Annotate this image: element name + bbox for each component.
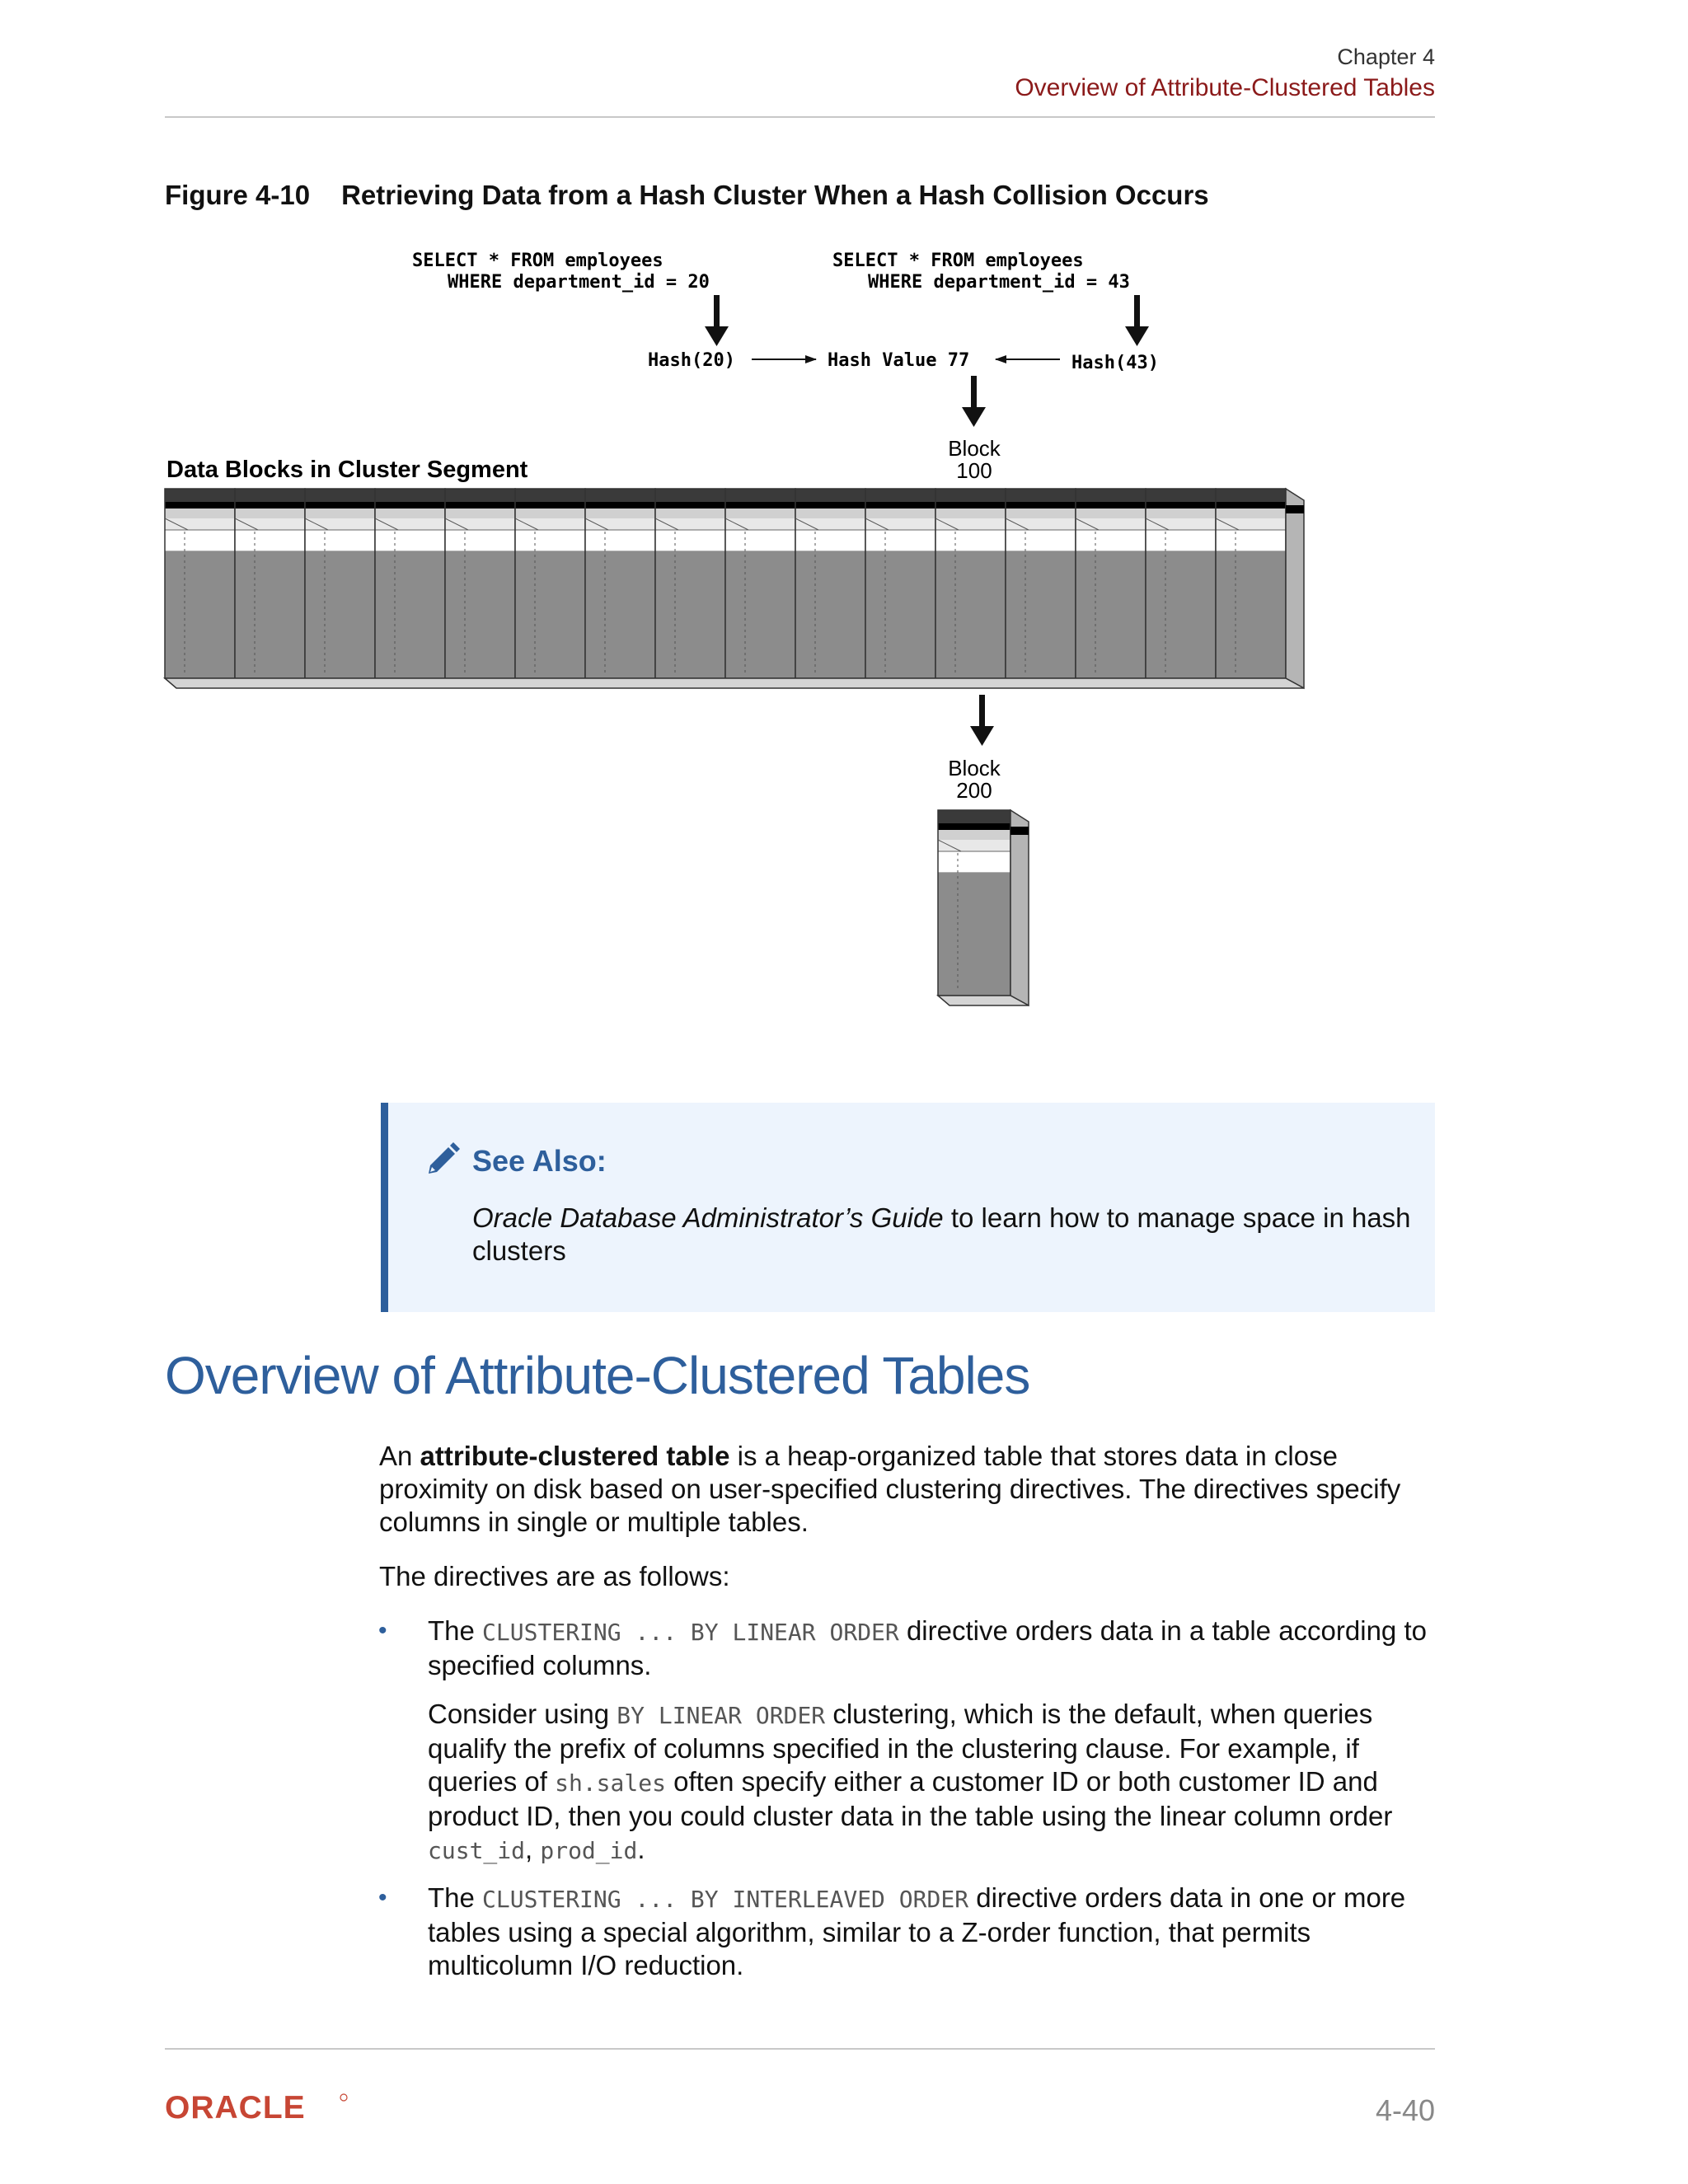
b1p2-text-a: Consider using [428,1699,617,1729]
see-also-box [381,1103,1435,1312]
bullet-1-text [428,1615,1442,1682]
intro-paragraph [379,1440,1442,1539]
segment-side-face [1286,489,1304,688]
b1p2-text-d: , [525,1834,541,1864]
segment-bottom-face [165,678,1304,688]
data-block [795,489,865,688]
cluster-segment [165,489,1304,688]
p1-term: attribute-clustered table [420,1441,730,1471]
figure-number: Figure 4-10 [165,180,311,210]
block100-label-line2: 100 [956,458,992,483]
b2-text-a: The [428,1882,483,1913]
oracle-logo [165,2091,354,2124]
figure-title: Retrieving Data from a Hash Cluster When a Hash Collision Occurs [341,180,1209,210]
data-block [585,489,655,688]
b1p2-text-e: . [637,1834,645,1864]
b1p2-code-linear-order: BY LINEAR ORDER [617,1702,826,1729]
data-block [375,489,445,688]
pencil-icon [425,1141,462,1177]
data-block [235,489,305,688]
p1-text-a: An [379,1441,420,1471]
b2-text-b: directive orders data in one or more tables using a special algorithm, similar to a Z-order function, that permits multicolumn I/O reduction. [428,1882,1406,1980]
data-block [655,489,725,688]
hash-20-label: Hash(20) [648,350,735,371]
data-block [1146,489,1216,688]
bullet-marker-2: • [378,1884,387,1911]
query2-line2: WHERE department_id = 43 [868,272,1130,293]
b1-code: CLUSTERING ... BY LINEAR ORDER [482,1619,899,1646]
data-block [305,489,375,688]
section-title: Overview of Attribute-Clustered Tables [165,1346,1030,1405]
guide-reference-link[interactable]: Oracle Database Administrator’s Guide [472,1202,944,1233]
data-block [865,489,935,688]
p1-text-b: is a heap-organized table that stores data in close proximity on disk based on user-specified clustering directives. The directives specify columns in single or multiple tables. [379,1441,1401,1537]
chapter-label: Chapter 4 [1337,45,1435,69]
see-also-description: to learn how to manage space in hash clusters [472,1202,1411,1266]
data-block [445,489,515,688]
data-block-200 [938,810,1010,1005]
query1-line1: SELECT * FROM employees [412,251,663,271]
directives-intro: The directives are as follows: [379,1561,730,1591]
arrow-to-block200 [970,695,994,746]
arrow-to-block100 [962,376,986,427]
segment-label: Data Blocks in Cluster Segment [166,457,528,483]
data-block [1076,489,1146,688]
segment-side-stripe [1286,505,1304,513]
section-header-link[interactable]: Overview of Attribute-Clustered Tables [1015,74,1435,101]
b1p2-code-cust-id: cust_id [428,1837,526,1864]
data-block [1006,489,1076,688]
see-also-title: See Also: [472,1144,607,1178]
see-also-text [472,1202,1412,1268]
hash-value-label: Hash Value 77 [828,350,970,371]
data-block [1216,489,1286,688]
block200-side-stripe [1010,827,1029,835]
b1p2-text-c: often specify either a customer ID or both customer ID and product ID, then you could cluster data in the table using the linear column order [428,1766,1393,1831]
block100-label-line1: Block [948,436,1001,461]
bullet-2-text [428,1882,1442,1982]
b1p2-code-sh-sales: sh.sales [555,1769,666,1797]
data-block [515,489,585,688]
b1p2-text-b: clustering, which is the default, when queries qualify the prefix of columns specified in the clustering clause. For example, if queries of [428,1699,1373,1797]
data-block [165,489,235,688]
bullet-1-detail [428,1698,1442,1868]
footer-divider [165,2048,1435,2050]
hash-cluster-diagram [0,0,1688,1071]
block200-side-face [1010,810,1029,1005]
b2-code: CLUSTERING ... BY INTERLEAVED ORDER [482,1886,969,1913]
block200-label-line1: Block [948,756,1001,780]
page-number: 4-40 [1375,2093,1435,2127]
bullet-marker-1: • [378,1617,387,1644]
arrow-query2-down [1125,295,1149,346]
overflow-block-200 [938,810,1029,1005]
data-block [725,489,795,688]
arrow-query1-down [705,295,729,346]
b1-text-a: The [428,1615,483,1646]
block200-label-line2: 200 [956,778,992,803]
hash-43-label: Hash(43) [1071,353,1159,373]
oracle-logo-text: ORACLE [165,2091,306,2124]
b1-text-b: directive orders data in a table according to specified columns. [428,1615,1427,1680]
data-block [935,489,1006,688]
query1-line2: WHERE department_id = 20 [448,272,710,293]
b1p2-code-prod-id: prod_id [540,1837,638,1864]
query2-line1: SELECT * FROM employees [832,251,1084,271]
